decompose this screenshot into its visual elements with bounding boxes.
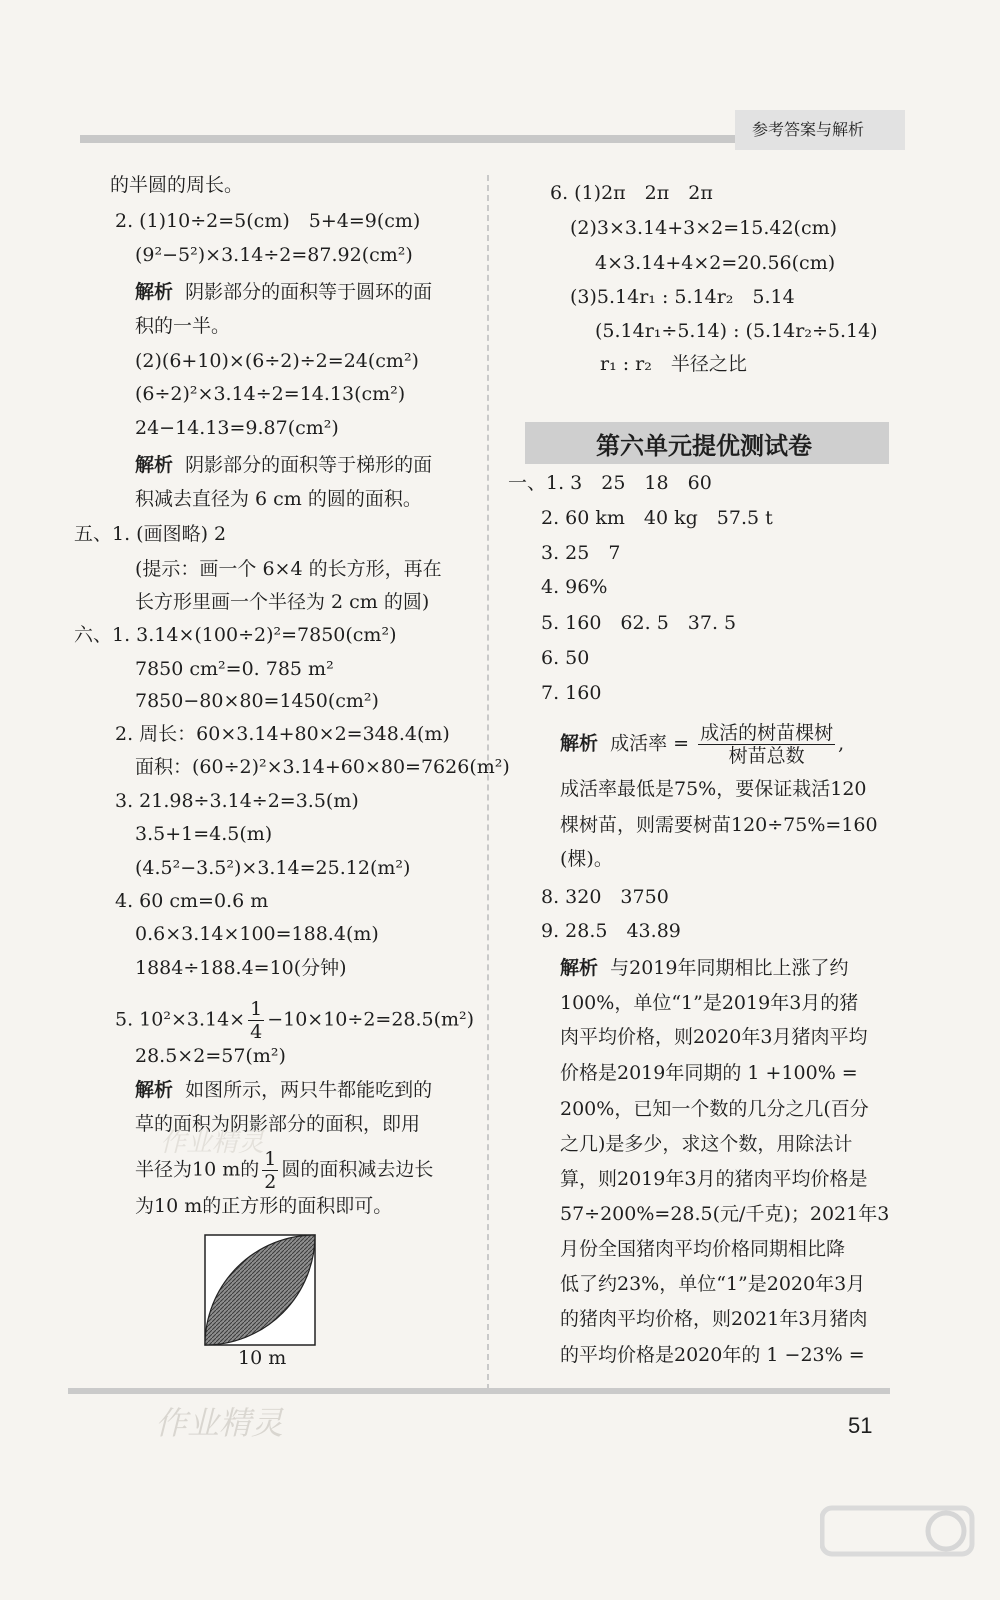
text-line: (5.14r₁÷5.14) : (5.14r₂÷5.14) [595,320,878,342]
lens-figure [200,1230,320,1350]
text-line: (提示：画一个 6×4 的长方形，再在 [135,558,442,580]
text: 圆的面积减去边长 [281,1158,434,1181]
analysis-line [135,279,432,305]
formula-line [115,998,474,1043]
text-line: 低了约23%，单位“1”是2020年3月 [560,1273,866,1295]
text-line: r₁ : r₂ 半径之比 [600,353,747,375]
text: , [838,732,845,755]
text-line: 一、1. 3 25 18 60 [508,472,712,494]
text-line: 2. 60 km 40 kg 57.5 t [541,507,773,529]
text-line: 肉平均价格，则2020年3月猪肉平均 [560,1026,868,1048]
text: 半径为10 m的 [135,1158,260,1181]
text: 阴影部分的面积等于圆环的面 [185,281,433,303]
footer-rule [68,1388,890,1394]
text-line: 9. 28.5 43.89 [541,920,681,942]
text: 与2019年同期相比上涨了约 [610,957,849,979]
text-line: 6. (1)2π 2π 2π [550,182,713,204]
fraction-numerator: 成活的树苗棵树 [700,722,834,744]
watermark-faint: 作业精灵 [160,1128,265,1158]
analysis-line [135,452,432,478]
analysis-line [560,955,848,981]
text-line: 积的一半。 [135,315,231,337]
text-line: 长方形里画一个半径为 2 cm 的圆) [135,591,430,613]
fraction-numerator: 1 [264,1148,277,1170]
text-line: 3. 21.98÷3.14÷2=3.5(m) [115,790,359,812]
text-line: 面积：(60÷2)²×3.14+60×80=7626(m²) [135,756,510,778]
column-divider [487,175,489,1390]
text-line: 4. 96% [541,576,608,598]
text-line: (2)3×3.14+3×2=15.42(cm) [570,217,838,239]
text-line: 24−14.13=9.87(cm²) [135,417,339,439]
text-line: 的平均价格是2020年的 1 −23% = [560,1344,865,1366]
text-line: 为10 m的正方形的面积即可。 [135,1195,393,1217]
text: 成活率 = [610,732,690,755]
text-line: 月份全国猪肉平均价格同期相比降 [560,1238,846,1260]
text-line: (棵)。 [560,848,613,870]
text: 如图所示，两只牛都能吃到的 [185,1079,433,1101]
text-line: 5. 160 62. 5 37. 5 [541,612,737,634]
text-line: 棵树苗，则需要树苗120÷75%=160 [560,814,878,836]
fraction-numerator: 1 [250,998,263,1020]
fraction-denominator: 4 [250,1021,263,1043]
analysis-line [135,1077,432,1103]
text-line: 2. (1)10÷2=5(cm) 5+4=9(cm) [115,210,421,232]
text-line: 100%，单位“1”是2019年3月的猪 [560,992,859,1014]
text: 5. 10²×3.14× [115,1008,246,1031]
text-line: 五、1. (画图略) 2 [74,523,227,545]
text-line: 的猪肉平均价格，则2021年3月猪肉 [560,1308,868,1330]
text-line: 3. 25 7 [541,542,621,564]
text-line: 4×3.14+4×2=20.56(cm) [595,252,836,274]
text-line: 六、1. 3.14×(100÷2)²=7850(cm²) [74,624,397,646]
text-line: 200%，已知一个数的几分之几(百分 [560,1098,869,1120]
fraction-half [262,1148,278,1193]
section-title: 第六单元提优测试卷 [596,432,812,460]
text-line: 6. 50 [541,647,590,669]
text-line: 4. 60 cm=0.6 m [115,890,269,912]
analysis-label: 解析 [135,281,174,303]
text-line: 草的面积为阴影部分的面积，即用 [135,1113,421,1135]
text-line: 7850 cm²=0. 785 m² [135,658,334,680]
page-number: 51 [848,1413,873,1438]
text-line: 0.6×3.14×100=188.4(m) [135,923,379,945]
header-title: 参考答案与解析 [752,120,865,139]
text-line: 8. 320 3750 [541,886,669,908]
watermark: 作业精灵 [155,1404,284,1442]
text: 阴影部分的面积等于梯形的面 [185,454,433,476]
text-line: 2. 周长：60×3.14+80×2=348.4(m) [115,723,450,745]
analysis-label: 解析 [135,454,174,476]
figure-label: 10 m [238,1347,287,1369]
text-line: 7. 160 [541,682,602,704]
text-line: 3.5+1=4.5(m) [135,823,273,845]
fraction-survival-rate [698,722,835,767]
text-line: 积减去直径为 6 cm 的圆的面积。 [135,488,422,510]
fraction-denominator: 树苗总数 [728,745,805,767]
text-line: (6÷2)²×3.14÷2=14.13(cm²) [135,383,406,405]
text: −10×10÷2=28.5(m²) [267,1008,475,1031]
text-line: (3)5.14r₁ : 5.14r₂ 5.14 [570,286,795,308]
text-line: 价格是2019年同期的 1 +100% = [560,1062,858,1084]
analysis-line [560,722,844,767]
text-line: (2)(6+10)×(6÷2)÷2=24(cm²) [135,350,419,372]
site-logo-icon [820,1500,980,1560]
text-line: 57÷200%=28.5(元/千克)；2021年3 [560,1203,890,1225]
text-line: 成活率最低是75%，要保证栽活120 [560,778,867,800]
fraction-denominator: 2 [264,1171,277,1193]
text-line: 之几)是多少，求这个数，用除法计 [560,1133,853,1155]
text-line: 算，则2019年3月的猪肉平均价格是 [560,1168,868,1190]
analysis-label: 解析 [135,1079,174,1101]
analysis-label: 解析 [560,957,599,979]
text-line: 7850−80×80=1450(cm²) [135,690,379,712]
fraction-quarter [248,998,264,1043]
text-line: 1884÷188.4=10(分钟) [135,957,347,979]
text-line: (9²−5²)×3.14÷2=87.92(cm²) [135,244,413,266]
analysis-label: 解析 [560,732,599,755]
text-line: (4.5²−3.5²)×3.14=25.12(m²) [135,857,411,879]
text-line: 28.5×2=57(m²) [135,1045,286,1067]
text-line: 的半圆的周长。 [110,174,244,196]
